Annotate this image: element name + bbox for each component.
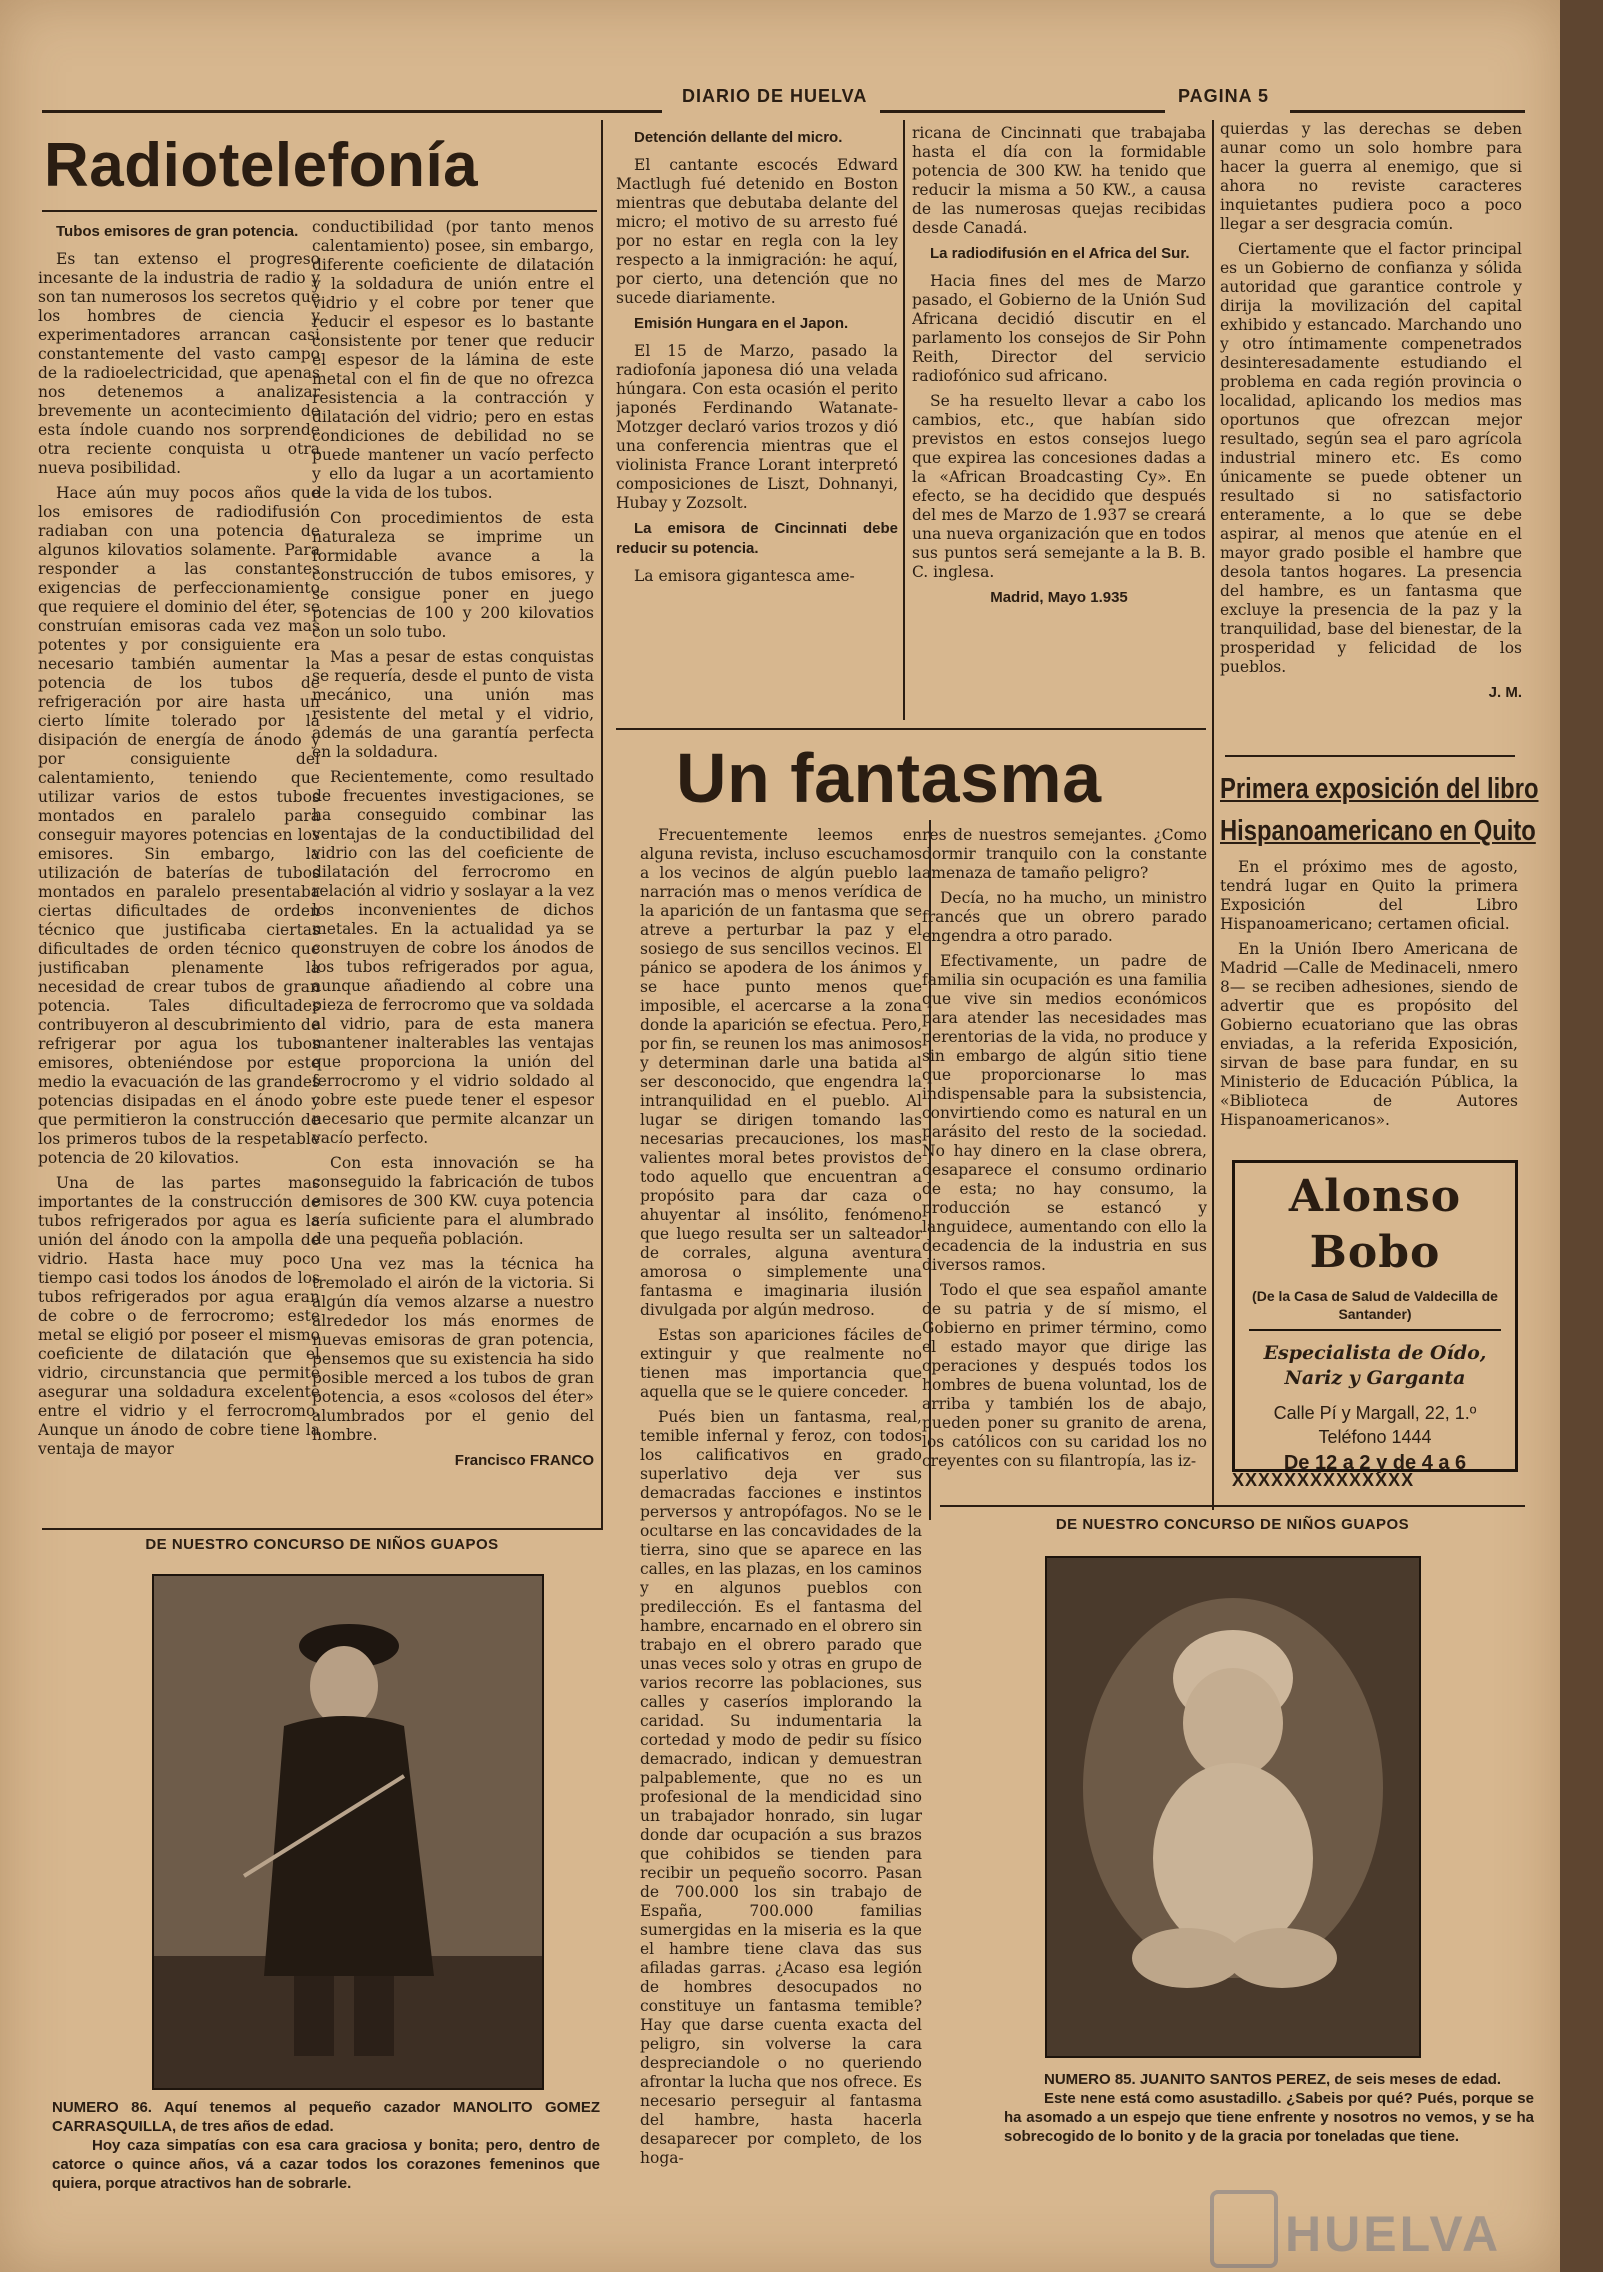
title-rule (42, 210, 597, 212)
caption-number: NUMERO 86. (52, 2099, 152, 2116)
contest-left-photo (152, 1574, 544, 2090)
article3-signature: J. M. (1488, 684, 1522, 701)
column-rule-2 (903, 120, 905, 720)
caption-text-2: Hoy caza simpatías con esa cara graciosa y bonita; pero, dentro de catorce o quince años, vá a cazar todos los corazones femeninos que quiera, porque atractivos han de sobrarle. (52, 2137, 600, 2192)
contest-right-top-rule (940, 1505, 1525, 1507)
paragraph: Se ha resuelto llevar a cabo los cambios, etc., que habían sido previstos en estos consejos luego que expirea las concesiones dadas a la «African Broadcasting Cy». En efecto, se ha decidido que después del mes de Marzo de 1.937 se creará una nueva organización que en todos sus puntos será semejante a la B. B. C. inglesa. (912, 392, 1206, 581)
fantasma-column-1 (640, 826, 922, 2246)
news-column-4 (912, 124, 1206, 714)
article1-column-1 (38, 218, 320, 1518)
paragraph: Una vez mas la técnica ha tremolado el airón de la victoria. Si algún día vemos alzarse a nuestro alrededor los más enormes de nuevas emisoras de gran potencia, pensemos que su existencia ha sido posible merced a los tubos de gran potencia, a esos «colosos del éter» alumbrados por el genio del hombre. (312, 1255, 594, 1444)
paragraph: Hacia fines del mes de Marzo pasado, el Gobierno de la Unión Sud Africana decidió discutir en el parlamento los consejos de Sir Pohn Reith, Director del servicio radiofónico sud africano. (912, 272, 1206, 385)
contest-right-caption (1004, 2070, 1534, 2146)
expo-title-line-1: Primera exposición del libro (1220, 773, 1539, 805)
header-rule-mid (880, 110, 1165, 113)
paragraph: La emisora gigantesca ame- (634, 567, 855, 585)
article-title-fantasma: Un fantasma (676, 739, 1102, 817)
article3-column (1220, 120, 1522, 750)
news-subtitle: Detención dellante del micro. (634, 129, 843, 146)
paragraph: Efectivamente, un padre de familia sin ocupación es una familia que vive sin medios económicos para atender las necesidades mas perentorias de la vida, no produce y sin embargo de algún sitio tiene que proporcionarse lo mas indispensable para la subsistencia, convirtiendo como es natural en un parásito del resto de la sociedad. No hay dinero en la clase obrera, desaparece el consumo ordinario de esta; no hay consumo, la producción se estancó y languidece, aumentando con ello la decadencia de la industria en sus diversos ramos. (922, 952, 1207, 1274)
paragraph: Es tan extenso el progreso incesante de la industria de radio y son tan numerosos los secretos que los hombres de ciencia y experimentadores arrancan casi constantemente del vasto campo de la radioelectricidad, que apenas nos detenemos a analizar brevemente un acontecimiento de esta índole cuando nos sorprende otra reciente conquista u otra nueva posibilidad. (38, 250, 320, 477)
paragraph: conductibilidad (por tanto menos calentamiento) posee, sin embargo, diferente coeficiente de dilatación y la soldadura de unión entre el vidrio y el cobre por tener que reducir el espesor es lo bastante consistente por tener que reducir el espesor de la lámina de este metal con el fin de que no ofrezca resistencia a la contracción y dilatación del vidrio; pero en estas condiciones de debilidad no se puede mantener un vacío perfecto y ello da lugar a un acortamiento de la vida de los tubos. (312, 218, 594, 502)
expo-body (1220, 858, 1518, 1158)
paragraph: Recientemente, como resultado de frecuentes investigaciones, se ha conseguido combinar las ventajas de la conductibilidad del vidrio con las del coeficiente de dilatación del ferrocromo en relación al vidrio y soslayar a la vez los inconvenientes de dichos metales. En la actualidad ya se construyen de cobre los ánodos de los tubos refrigerados por agua, aunque añadiendo al cobre una pieza de ferrocromo que va soldada al vidrio, para de esta manera mantener inalterables las ventajas que proporciona la unión del ferrocromo y el vidrio soldado al cobre este puede tener el espesor necesario que permite alcanzar un vacío perfecto. (312, 768, 594, 1147)
news-column-3 (616, 124, 898, 714)
paragraph: El cantante escocés Edward Mactlugh fué detenido en Boston mientras que debutaba delante del micro; el motivo de su arresto fué por no estar en regla con la ley respecto a la inmigración: he aquí, por cierto, una detención que no sucede diariamente. (616, 156, 898, 307)
expo-top-rule (1225, 755, 1515, 757)
news-subtitle: La emisora de Cincinnati debe reducir su potencia. (616, 520, 898, 557)
ad-border-row: XXXXXXXXXXXXXX (1232, 1470, 1415, 1490)
header-rule-right (1290, 110, 1525, 113)
article1-subtitle: Tubos emisores de gran potencia. (56, 223, 299, 240)
paragraph: Hace aún muy pocos años que los emisores de radiodifusión radiaban con una potencia de algunos kilovatios solamente. Para responder a las constantes exigencias de perfeccionamiento que requiere el dominio del éter, se construían emisoras cada vez mas potentes y por consiguiente era necesario también aumentar la potencia de los tubos de refrigeración por aire hasta un cierto límite tolerado por la disipación de energía de ánodo y por consiguiente del calentamiento, teniendo que utilizar varios de estos tubos montados en paralelo para conseguir mayores potencias en los emisores. Sin embargo, la utilización de baterías de tubos montados en paralelo presentaba ciertas dificultades de orden técnico que justificaba ciertas dificultades de orden técnico que justificaban plenamente la necesidad de crear tubos de gran potencia. Tales dificultades contribuyeron al descubrimiento de refrigerar por agua los tubos emisores, obteniéndose por este medio la evacuación de las grandes potencias disipadas en el ánodo y que permitieron la construcción de los primeros tubos de la respetable potencia de 20 kilovatios. (38, 484, 320, 1167)
newspaper-name: DIARIO DE HUELVA (682, 86, 868, 106)
page-number: PAGINA 5 (1178, 86, 1270, 106)
paragraph: Una de las partes mas importantes de la construcción de tubos refrigerados por agua es la unión del ánodo con la ampolla de vidrio. Hasta hace muy poco tiempo casi todos los ánodos de los tubos refrigerados por agua eran de cobre o de ferrocromo; este metal se eligió por poseer el mismo coeficiente de dilatación que el vidrio, circunstancia que permite asegurar una soldadura excelente entre el vidrio y el ferrocromo. Aunque un ánodo de cobre tiene la ventaja de mayor (38, 1174, 320, 1458)
paragraph: ricana de Cincinnati que trabajaba hasta el día con la formidable potencia de 300 KW. ha tenido que reducir la misma a 50 KW., a causa de las numerosas quejas recibidas desde Canadá. (912, 124, 1206, 237)
ad-specialty: Especialista de Oído, Nariz y Garganta (1263, 1342, 1487, 1389)
paragraph: Estas son apariciones fáciles de extinguir y que realmente no tienen mas importancia que aquella que se le quiere conceder. (640, 1326, 922, 1401)
paragraph: Decía, no ha mucho, un ministro francés que un obrero parado engendra a otro parado. (922, 889, 1207, 945)
paragraph: Mas a pesar de estas conquistas se requería, desde el punto de vista mecánico, una unión mas resistente del metal y el vidrio, además de una garantía perfecta en la soldadura. (312, 648, 594, 761)
news-bottom-rule (616, 728, 1206, 730)
column-rule-3 (1212, 120, 1214, 1510)
advertisement-box (1232, 1160, 1518, 1472)
ad-name: Alonso Bobo (1288, 1171, 1462, 1278)
paragraph: Con procedimientos de esta naturaleza se imprime un formidable avance a la construcción de tubos emisores, y se consigue poner en juego potencias de 100 y 200 kilovatios con un solo tubo. (312, 509, 594, 641)
baby-image (1047, 1558, 1419, 2056)
column-rule-1 (601, 120, 603, 1530)
paragraph: res de nuestros semejantes. ¿Como dormir tranquilo con la constante amenaza de tamaño peligro? (922, 826, 1207, 882)
contest-right-photo (1045, 1556, 1421, 2058)
fantasma-column-2 (922, 826, 1207, 1491)
ad-phone: Teléfono 1444 (1318, 1427, 1432, 1447)
news-subtitle: La radiodifusión en el Africa del Sur. (930, 245, 1190, 262)
ad-address: Calle Pí y Margall, 22, 1.º (1273, 1403, 1477, 1423)
child-hunter-image (154, 1576, 542, 2088)
news-dateline: Madrid, Mayo 1.935 (990, 589, 1128, 606)
paragraph: quierdas y las derechas se deben aunar como un solo hombre para hacer la guerra al enemigo, que si ahora no reviste caracteres inquietantes pudiera poco a poco llegar a ser desgracia común. (1220, 120, 1522, 233)
header-rule-left (42, 110, 662, 113)
contest-left-heading: DE NUESTRO CONCURSO DE NIÑOS GUAPOS (145, 1536, 499, 1553)
archive-logo-icon (1210, 2190, 1278, 2268)
contest-right-heading: DE NUESTRO CONCURSO DE NIÑOS GUAPOS (1055, 1516, 1410, 1533)
article1-signature: Francisco FRANCO (454, 1452, 594, 1469)
article-title-radiotelefonia: Radiotelefonía (44, 131, 479, 200)
archive-watermark: HUELVA (1285, 2206, 1502, 2262)
paragraph: Todo el que sea español amante de su patria y de sí mismo, el Gobierno en primer término, como el estado mayor que dirige las operaciones y después todos los hombres de buena voluntad, los de arriba y también los de abajo, pueden poner su granito de arena, los católicos con su caridad los no creyentes con su filantropía, las iz- (922, 1281, 1207, 1470)
caption-text: Aquí tenemos al pequeño cazador MANOLITO GOMEZ CARRASQUILLA, de tres años de edad. (52, 2099, 600, 2135)
paragraph: Ciertamente que el factor principal es un Gobierno de confianza y sólida autoridad que garantice controle y dirija la movilización del capital exhibido y estancado. Marchando uno y otro íntimamente compenetrados desinteresadamente estudiando el problema en cada región provincia o localidad, aplicando los medios mas oportunos que ofrezcan mejor resultado, según sea el paro agrícola industrial minero etc. Es como únicamente se puede obtener un resultado si no satisfactorio enteramente, a lo que se debe aspirar, al menos que atenúe en el mayor grado posible el hambre que desola tantos hogares. La presencia del hambre, es un fantasma que excluye la presencia de la paz y la tranquilidad, base del bienestar, de la prosperidad y felicidad de los pueblos. (1220, 240, 1522, 676)
contest-left-caption (52, 2098, 600, 2193)
ad-hours: De 12 a 2 y de 4 a 6 (1283, 1452, 1467, 1474)
caption-number: NUMERO 85. (1044, 2071, 1136, 2088)
paragraph: Frecuentemente leemos en alguna revista, incluso escuchamos a los vecinos de algún pueblo la narración mas o menos verídica de la aparición de un fantasma que se atreve a perturbar la paz y el sosiego de sus sencillos vecinos. El pánico se apodera de los ánimos y se hace punto menos que imposible, el acercarse a la zona donde la aparición se efectua. Pero, por fin, se reunen los mas animosos y determinan darle una batida al ser desconocido, que engendra la intranquilidad en el pueblo. Al lugar se dirigen tomando las necesarias precauciones, los mas valientes moral betes provistos de todo aquello que encuentran a propósito para dar caza o ahuyentar al insólito, fenómeno que luego resulta ser un salteador de corrales, alguna aventura amorosa o simplemente una fantasma e imaginaria ilusión divulgada por algún medroso. (640, 826, 922, 1319)
expo-title (1220, 768, 1539, 852)
article1-column-2 (312, 218, 594, 1518)
paragraph: El 15 de Marzo, pasado la radiofonía japonesa dió una velada húngara. Con esta ocasión el perito japonés Ferdinando Watanate-Motzger declaró varios trozos y dió una conferencia mientras que el violinista France Lorant interpretó composiciones de Liszt, Dohnanyi, Hubay y Zozsolt. (616, 342, 898, 512)
expo-title-line-2: Hispanoamericano en Quito (1220, 815, 1536, 847)
contest-left-top-rule (42, 1528, 602, 1530)
paragraph: Con esta innovación se ha conseguido la fabricación de tubos emisores de 300 KW. cuya potencia sería suficiente para el alumbrado de una pequeña población. (312, 1154, 594, 1248)
caption-text-2: Este nene está como asustadillo. ¿Sabeis por qué? Pués, porque se ha asomado a un espejo que tiene enfrente y nosotros no vemos, y se ha sobrecogido de lo bonito y de la gracia por toneladas que tiene. (1004, 2090, 1534, 2145)
adjacent-page-margin (1560, 0, 1603, 2272)
ad-divider (1249, 1329, 1501, 1331)
ad-origin: (De la Casa de Salud de Valdecilla de Santander) (1252, 1288, 1498, 1322)
caption-text: JUANITO SANTOS PEREZ, de seis meses de edad. (1139, 2071, 1502, 2088)
paragraph: Pués bien un fantasma, real, temible infernal y feroz, con todos los calificativos en grado superlativo deja ver sus demacradas facciones e instintos perversos y antropófagos. No se le ocultarse en las concavidades de la tierra, sino que se aparece en las calles, en las plazas, en los caminos y en algunos pueblos con predilección. Es el fantasma del hambre, encarnado en el obrero sin trabajo en el obrero parado que unas veces solo y otras en grupo de varios recorre las poblaciones, sus calles y caseríos implorando la caridad. Su indumentaria la cortedad y modo de pedir su físico demacrado, indican y demuestran palpablemente, que no es un profesional de la mendicidad sino un trabajador honrado, sin lugar donde dar ocupación a sus brazos que cohibidos se tienden para recibir un pequeño socorro. Pasan de 700.000 los sin trabajo de España, 700.000 familias sumergidas en la miseria es la que el hambre tiene clava das sus afiladas garras. ¿Acaso esa legión de hombres desocupados no constituye un fantasma temible? Hay que darse cuenta exacta del peligro, sin volverse la cara despreciandole o no queriendo afrontar la lucha que nos ofrece. Es necesario perseguir al fantasma del hambre, hasta hacerla desaparecer por completo, de los hoga- (640, 1408, 922, 2167)
paragraph: En la Unión Ibero Americana de Madrid —Calle de Medinaceli, nmero 8— se reciben adhesiones, siendo de advertir que es propósito del Gobierno ecuatoriano que las obras enviadas, a la referida Exposición, sirvan de base para fundar, en su Ministerio de Educación Pública, la «Biblioteca de Autores Hispanoamericanos». (1220, 940, 1518, 1129)
news-subtitle: Emisión Hungara en el Japon. (634, 315, 849, 332)
paragraph: En el próximo mes de agosto, tendrá lugar en Quito la primera Exposición del Libro Hispanoamericano; certamen oficial. (1220, 858, 1518, 933)
